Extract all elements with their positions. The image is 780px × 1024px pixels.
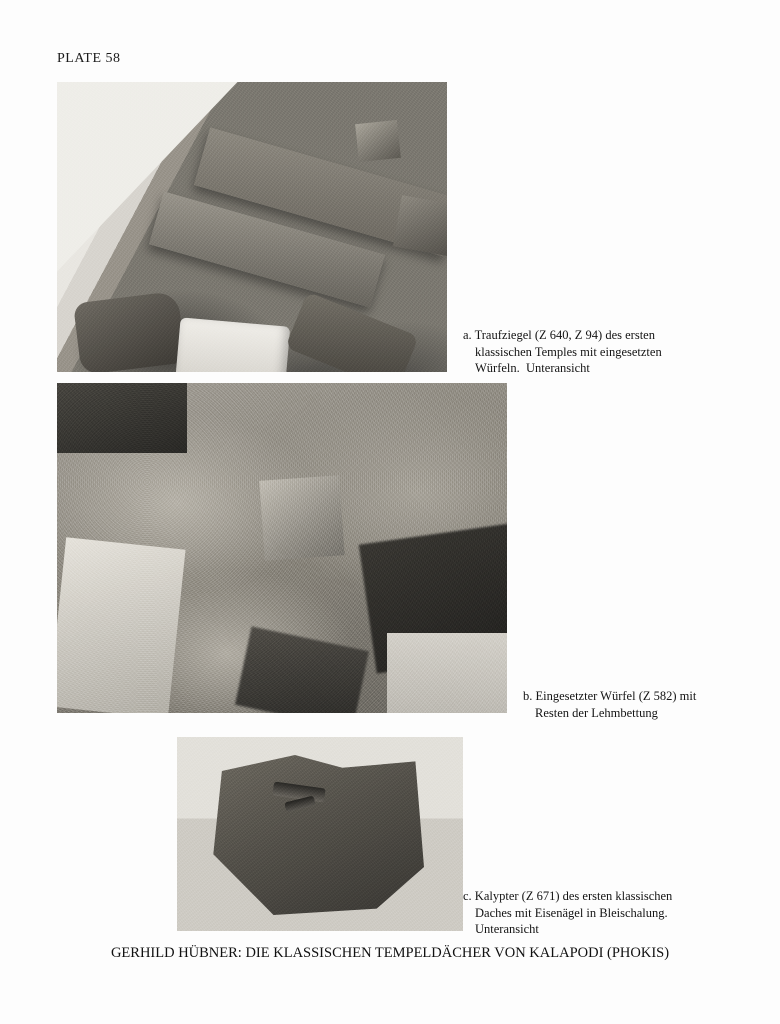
photo-c-grain	[177, 737, 463, 931]
photo-a	[57, 82, 447, 372]
figure-a-caption	[463, 327, 763, 377]
figure-b-caption-line-2: Resten der Lehmbettung	[535, 705, 658, 720]
figure-a-image	[57, 82, 447, 372]
figure-c-caption	[463, 888, 763, 938]
photo-b	[57, 383, 507, 713]
figure-c-caption-line-2: Daches mit Eisenägel in Bleischalung.	[475, 905, 668, 920]
photo-a-grain	[57, 82, 447, 372]
running-title	[0, 945, 780, 962]
figure-c-image	[177, 737, 463, 931]
photo-c	[177, 737, 463, 931]
figure-a-caption-line-2: klassischen Temples mit eingesetzten	[475, 344, 662, 359]
running-title-text: GERHILD HÜBNER: DIE KLASSISCHEN TEMPELDÄCHER VON KALAPODI (PHOKIS)	[110, 945, 670, 961]
figure-c-caption-line-3: Unteransicht	[475, 922, 539, 936]
figure-a-caption-line-1: a. Traufziegel (Z 640, Z 94) des ersten	[463, 328, 655, 342]
plate-label: PLATE 58	[57, 51, 121, 66]
figure-b-caption	[523, 688, 773, 721]
figure-b-image	[57, 383, 507, 713]
photo-b-grain	[57, 383, 507, 713]
figure-c-caption-line-1: c. Kalypter (Z 671) des ersten klassischen	[463, 889, 673, 903]
figure-b-caption-line-1: b. Eingesetzter Würfel (Z 582) mit	[523, 689, 697, 703]
figure-a-caption-line-3: Würfeln. Unteransicht	[475, 361, 590, 375]
